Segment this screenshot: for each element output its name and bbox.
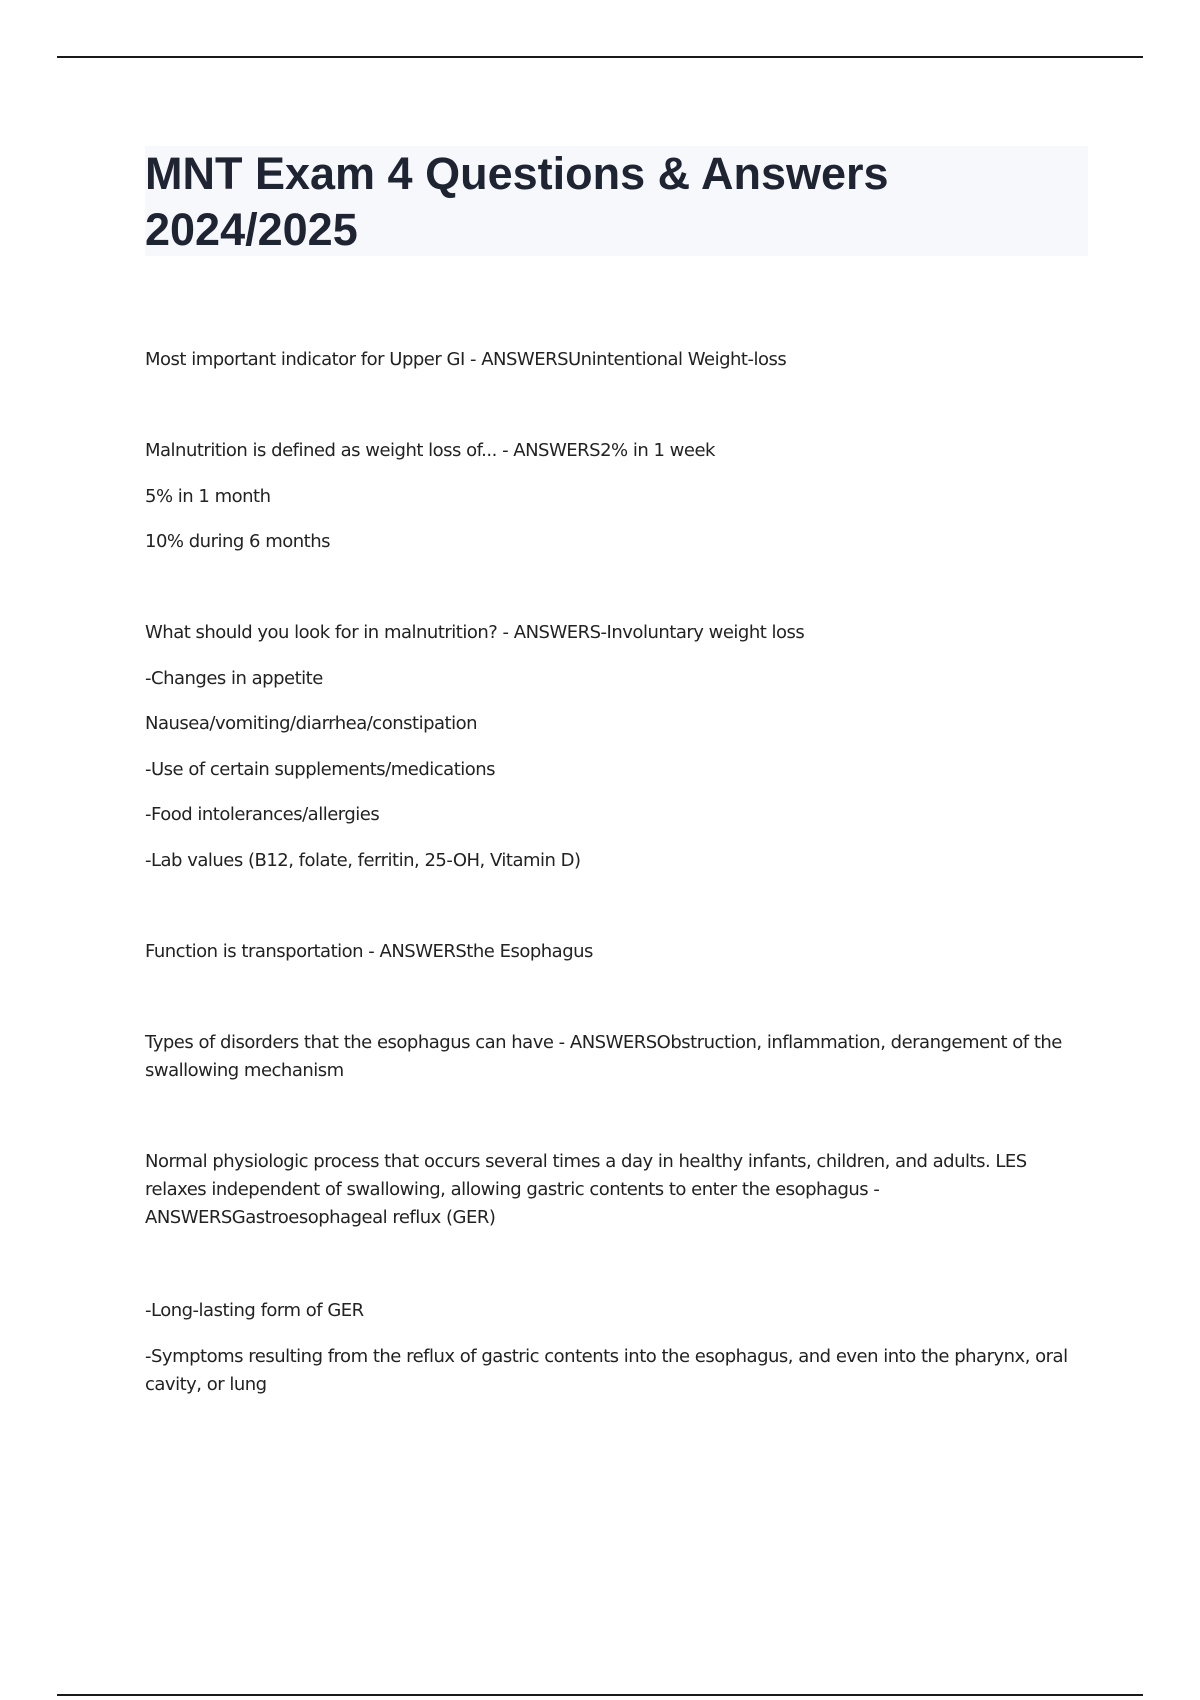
qa-line: Normal physiologic process that occurs several times a day in healthy infants, children, and adults. LES relaxes independent of swallowing, allowing gastric contents to enter the esophagus - ANSWERSGastroesophageal reflux (GER) [145,1151,1027,1228]
qa-line: Most important indicator for Upper GI - ANSWERSUnintentional Weight-loss [145,349,787,370]
qa-line: 5% in 1 month [145,486,271,507]
qa-line: -Use of certain supplements/medications [145,759,496,780]
top-divider [57,56,1143,58]
document-title: MNT Exam 4 Questions & Answers 2024/2025 [145,148,889,255]
qa-line: 10% during 6 months [145,531,330,552]
qa-line: Function is transportation - ANSWERSthe Esophagus [145,941,593,962]
qa-line: -Food intolerances/allergies [145,804,380,825]
qa-line: Nausea/vomiting/diarrhea/constipation [145,713,477,734]
qa-line: What should you look for in malnutrition? - ANSWERS-Involuntary weight loss [145,622,805,643]
qa-line: Malnutrition is defined as weight loss of... - ANSWERS2% in 1 week [145,440,715,461]
qa-line: -Lab values (B12, folate, ferritin, 25-OH, Vitamin D) [145,850,581,871]
qa-line: -Symptoms resulting from the reflux of gastric contents into the esophagus, and even into the pharynx, oral cavity, or lung [145,1346,1068,1395]
qa-line: -Long-lasting form of GER [145,1300,364,1321]
qa-line: -Changes in appetite [145,668,323,689]
bottom-divider [57,1694,1143,1696]
qa-line: Types of disorders that the esophagus can have - ANSWERSObstruction, inflammation, derangement of the swallowing mechanism [145,1032,1062,1081]
title-block [145,146,1088,256]
